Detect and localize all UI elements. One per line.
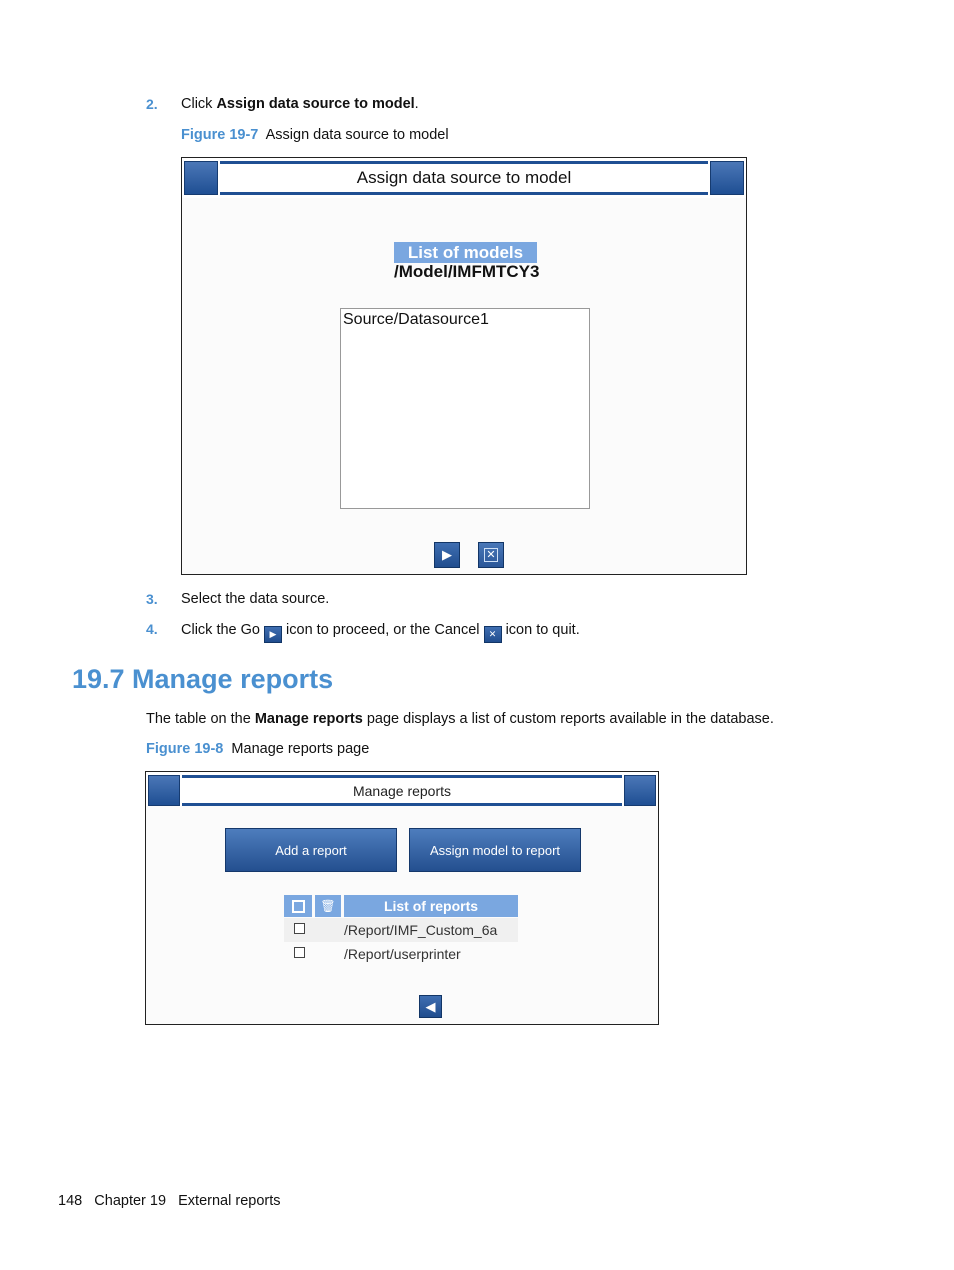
play-right-icon: ▶: [442, 547, 452, 562]
datasource-listbox[interactable]: [340, 308, 590, 509]
row-checkbox[interactable]: [284, 922, 315, 938]
cancel-button[interactable]: [478, 542, 504, 568]
report-name[interactable]: /Report/userprinter: [344, 946, 461, 962]
select-all-checkbox[interactable]: [284, 895, 312, 917]
titlebar-right-cap: [710, 161, 744, 195]
reports-table: [284, 895, 518, 966]
step-number: 4.: [146, 621, 158, 637]
intro-paragraph: [146, 711, 774, 727]
step-text-part: icon to proceed, or the Cancel: [286, 622, 480, 638]
table-header: List of reports: [344, 895, 518, 917]
intro-prefix: The table on the: [146, 711, 255, 727]
step-text-suffix: .: [414, 96, 419, 112]
window-title: Assign data source to model: [220, 161, 708, 195]
delete-button[interactable]: [315, 895, 341, 917]
step-text: [181, 622, 580, 643]
go-button[interactable]: [434, 542, 460, 568]
checkbox-icon: [294, 923, 305, 934]
page-footer: [58, 1193, 281, 1209]
step-text-bold: Assign data source to model: [216, 96, 415, 112]
intro-bold: Manage reports: [254, 711, 363, 727]
window-titlebar: [182, 158, 746, 198]
go-inline-icon: ▶: [264, 626, 282, 643]
figure-caption-text: Manage reports page: [231, 741, 370, 757]
step-number: 2.: [146, 96, 158, 112]
titlebar-right-cap: [624, 775, 656, 806]
report-name[interactable]: /Report/IMF_Custom_6a: [344, 922, 498, 938]
model-path: /Model/IMFMTCY3: [394, 262, 540, 281]
trash-icon: 🗑: [320, 899, 336, 913]
assign-data-source-screenshot: [181, 157, 747, 575]
assign-model-button[interactable]: Assign model to report: [409, 828, 581, 872]
intro-suffix: page displays a list of custom reports available in the database.: [362, 711, 774, 727]
chapter-label: Chapter 19: [94, 1193, 167, 1209]
step-text-part: Click the Go: [181, 622, 260, 638]
back-button[interactable]: [419, 995, 442, 1018]
close-x-icon: ✕: [484, 548, 498, 562]
figure-caption: [146, 741, 369, 757]
row-checkbox[interactable]: [284, 946, 315, 962]
table-row: [284, 918, 518, 942]
window-title: Manage reports: [182, 775, 622, 806]
checkbox-icon: [294, 947, 305, 958]
figure-caption-text: Assign data source to model: [265, 127, 449, 143]
checkbox-icon: [292, 900, 305, 913]
figure-caption: [181, 127, 449, 143]
page-number: 148: [58, 1193, 83, 1209]
manage-reports-screenshot: [145, 771, 659, 1025]
step-text: [181, 96, 419, 112]
table-header-row: [284, 895, 518, 917]
window-titlebar: [146, 772, 658, 806]
figure-label: Figure 19-8: [146, 741, 224, 757]
section-heading: 19.7 Manage reports: [72, 664, 334, 694]
chapter-title: External reports: [178, 1193, 281, 1209]
add-report-button[interactable]: Add a report: [225, 828, 397, 872]
step-text-part: icon to quit.: [505, 622, 580, 638]
list-header: List of models: [394, 242, 537, 263]
cancel-inline-icon: ✕: [484, 626, 502, 643]
titlebar-left-cap: [184, 161, 218, 195]
step-number: 3.: [146, 591, 158, 607]
titlebar-left-cap: [148, 775, 180, 806]
play-left-icon: ◀: [425, 998, 436, 1014]
figure-label: Figure 19-7: [181, 127, 259, 143]
step-text-prefix: Click: [181, 96, 217, 112]
step-text: Select the data source.: [181, 591, 330, 607]
listbox-item[interactable]: Source/Datasource1: [343, 311, 489, 328]
table-row: [284, 942, 518, 966]
